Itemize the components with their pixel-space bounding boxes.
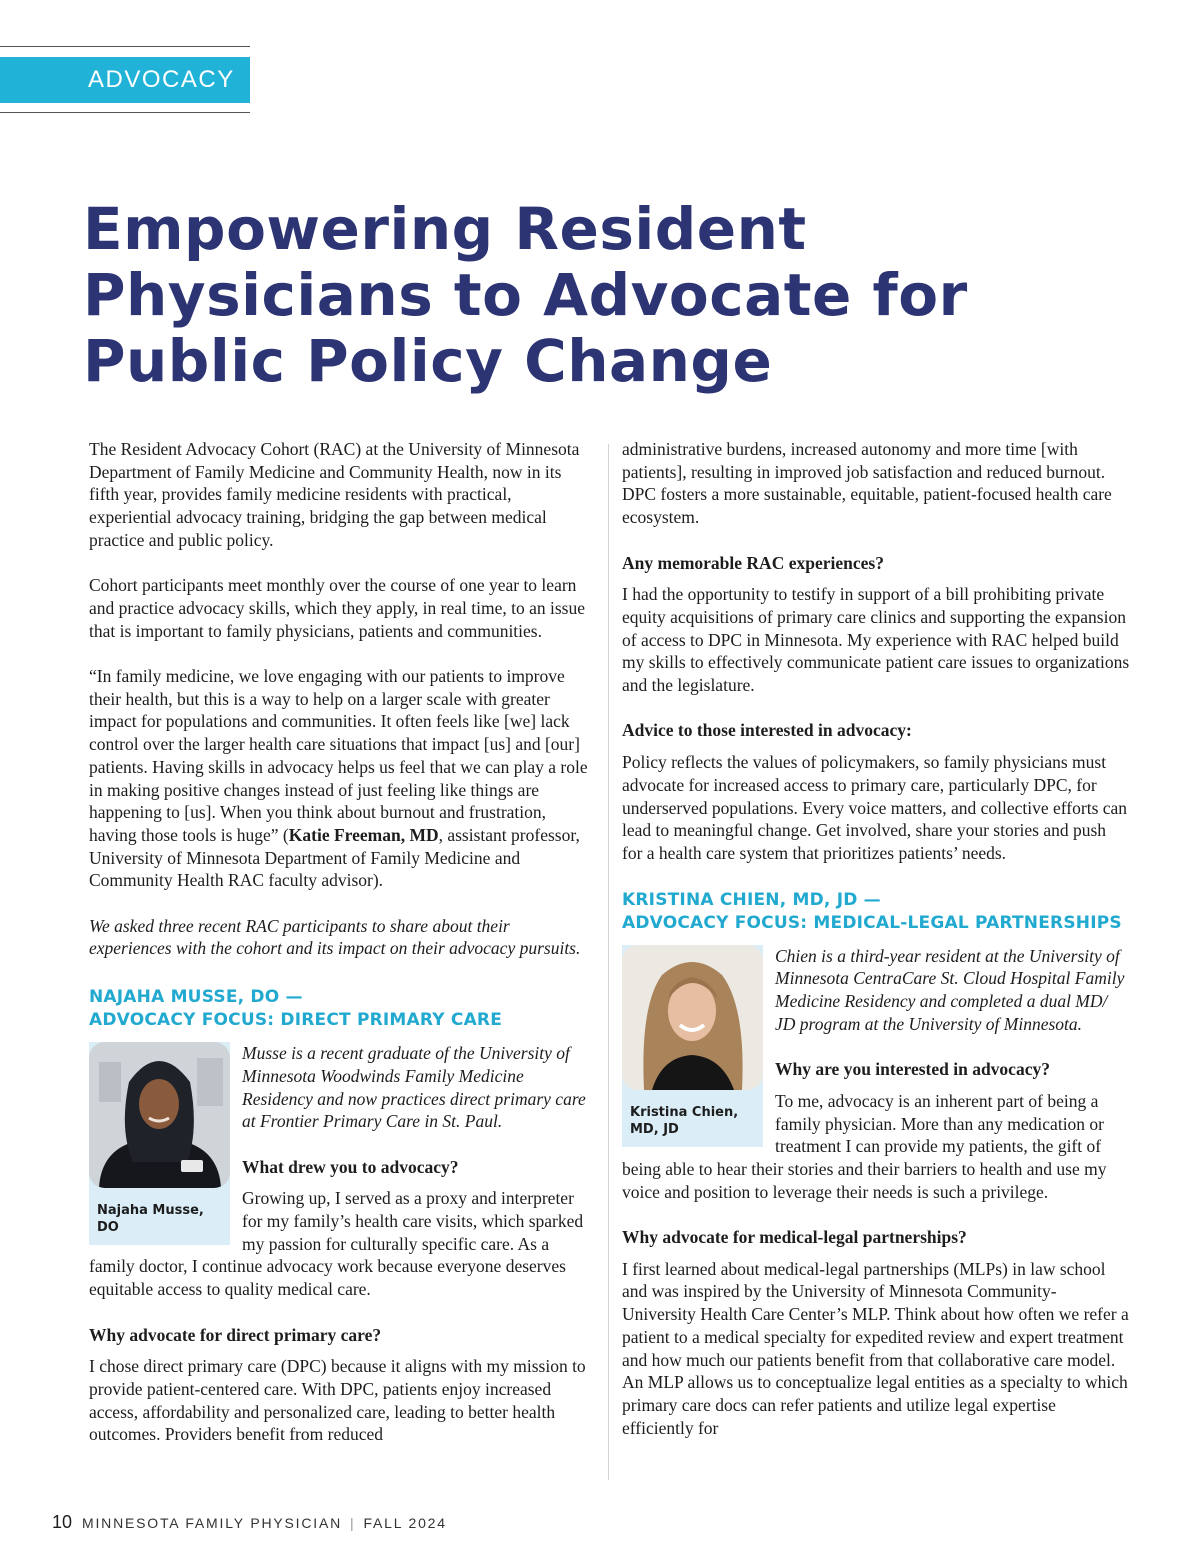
left-column [89,438,591,1469]
musse-question-3: Any memorable RAC experiences? [622,552,884,573]
banner-top-rule [0,46,250,47]
title-line-3: Public Policy Change [83,327,773,395]
issue-label: FALL 2024 [363,1515,447,1531]
page-footer [52,1512,447,1533]
participants-intro: We asked three recent RAC participants to share about their experiences with the cohort and its impact on their advocacy pursuits. [89,915,581,959]
chien-photo-card [622,945,763,1147]
section-banner [0,57,250,103]
musse-answer-2: I chose direct primary care (DPC) because it aligns with my mission to provide patient-centered care. With DPC, patients enjoy increased access, affordability and personalized care, leading to better health outcomes. Providers benefit from reduced [89,1356,586,1445]
chien-heading-focus: ADVOCACY FOCUS: MEDICAL-LEGAL PARTNERSHIPS [622,912,1122,933]
musse-photo-card [89,1042,230,1245]
chien-heading-name: KRISTINA CHIEN, MD, JD — [622,889,881,910]
quote-attribution-name: Katie Freeman, MD [288,824,439,845]
chien-caption: Kristina Chien, MD, JD [630,1104,739,1137]
chien-answer-1: To me, advocacy is an inherent part of being a family physician. More than any medication or treatment I can provide my patients, the gift of being able to hear their stories and their barriers to health and use my voice and position to leverage their needs is such a privilege. [622,1090,1107,1202]
section-label: ADVOCACY [88,66,235,93]
quote-paragraph [89,665,591,892]
musse-answer-1: Growing up, I served as a proxy and interpreter for my family’s health care visits, which sparked my passion for culturally specific care. As a family doctor, I continue advocacy work because everyone deserves equitable access to quality medical care. [89,1188,584,1300]
title-line-1: Empowering Resident [83,195,807,263]
musse-question-2: Why advocate for direct primary care? [89,1324,382,1345]
musse-portrait [89,1042,230,1188]
musse-caption: Najaha Musse, DO [97,1203,204,1236]
intro-paragraph-1: The Resident Advocacy Cohort (RAC) at the University of Minnesota Department of Family Medicine and Community Health, now in its fifth year, provides family medicine residents with practical, experiential advocacy training, bridging the gap between medical practice and public policy. [89,439,580,550]
article-title [83,196,1163,394]
chien-question-1: Why are you interested in advocacy? [775,1059,1050,1080]
right-column [622,438,1130,1462]
quote-attribution-title: , assistant professor, University of Minnesota Department of Family Medicine and Community Health RAC faculty advisor). [89,824,580,891]
musse-heading-focus: ADVOCACY FOCUS: DIRECT PRIMARY CARE [89,1010,503,1031]
title-line-2: Physicians to Advocate for [83,261,968,329]
intro-paragraph-2: Cohort participants meet monthly over the course of one year to learn and practice advocacy skills, which they apply, in real time, to an issue that is important to family physicians, patients and communities. [89,575,585,641]
chien-portrait-illustration [622,945,763,1090]
chien-portrait [622,945,763,1090]
musse-question-4: Advice to those interested in advocacy: [622,720,912,741]
musse-bio: Musse is a recent graduate of the University of Minnesota Woodwinds Family Medicine Residency and now practices direct primary care at Frontier Primary Care in St. Paul. [242,1043,586,1132]
chien-heading [622,889,1130,935]
page-number: 10 [52,1512,73,1532]
musse-heading [89,986,591,1032]
banner-bottom-rule [0,112,250,113]
publication-name: MINNESOTA FAMILY PHYSICIAN [82,1515,342,1531]
musse-answer-2-continued: administrative burdens, increased autonomy and more time [with patients], resulting in improved job satisfaction and reduced burnout. DPC fosters a more sustainable, equitable, patient-focused health care ecosystem. [622,439,1112,528]
chien-answer-2: I first learned about medical-legal partnerships (MLPs) in law school and was inspired by the University of Minnesota Community-University Health Care Center’s MLP. Think about how often we refer a patient to a medical specialty for expedited review and expert treatment and how much our patients benefit from that collaborative care model. An MLP allows us to conceptualize legal entities as a specialty to which primary care docs can refer patients and utilize legal expertise efficiently for [622,1258,1129,1438]
musse-answer-3: I had the opportunity to testify in support of a bill prohibiting private equity acquisitions of primary care clinics and supporting the expansion of access to DPC in Minnesota. My experience with RAC helped build my skills to effectively communicate patient care issues to organizations and the legislature. [622,584,1130,696]
chien-question-2: Why advocate for medical-legal partnerships? [622,1227,967,1248]
column-divider [608,444,609,1480]
quote-text: “In family medicine, we love engaging with our patients to improve their health, but this is a way to help on a larger scale with greater impact for populations and communities. It often feels like [we] lack control over the larger health care situations that impact [us] and [our] patients. Having skills in advocacy helps us feel that we can play a role in making positive changes instead of just feeling like things are happening to [us]. When you think about burnout and frustration, having those tools is huge” ( [89,666,588,845]
musse-portrait-illustration [89,1042,230,1188]
musse-question-1: What drew you to advocacy? [242,1156,459,1177]
footer-divider: | [350,1515,356,1531]
musse-answer-4: Policy reflects the values of policymakers, so family physicians must advocate for increased access to primary care, particularly DPC, for underserved populations. Every voice matters, and collective efforts can lead to meaningful change. Get involved, share your stories and push for a health care system that prioritizes patients’ needs. [622,752,1128,863]
musse-heading-name: NAJAHA MUSSE, DO — [89,987,303,1008]
chien-bio: Chien is a third-year resident at the University of Minnesota CentraCare St. Cloud Hospital Family Medicine Residency and completed a dual MD/ JD program at the University of Minnesota. [775,945,1125,1034]
